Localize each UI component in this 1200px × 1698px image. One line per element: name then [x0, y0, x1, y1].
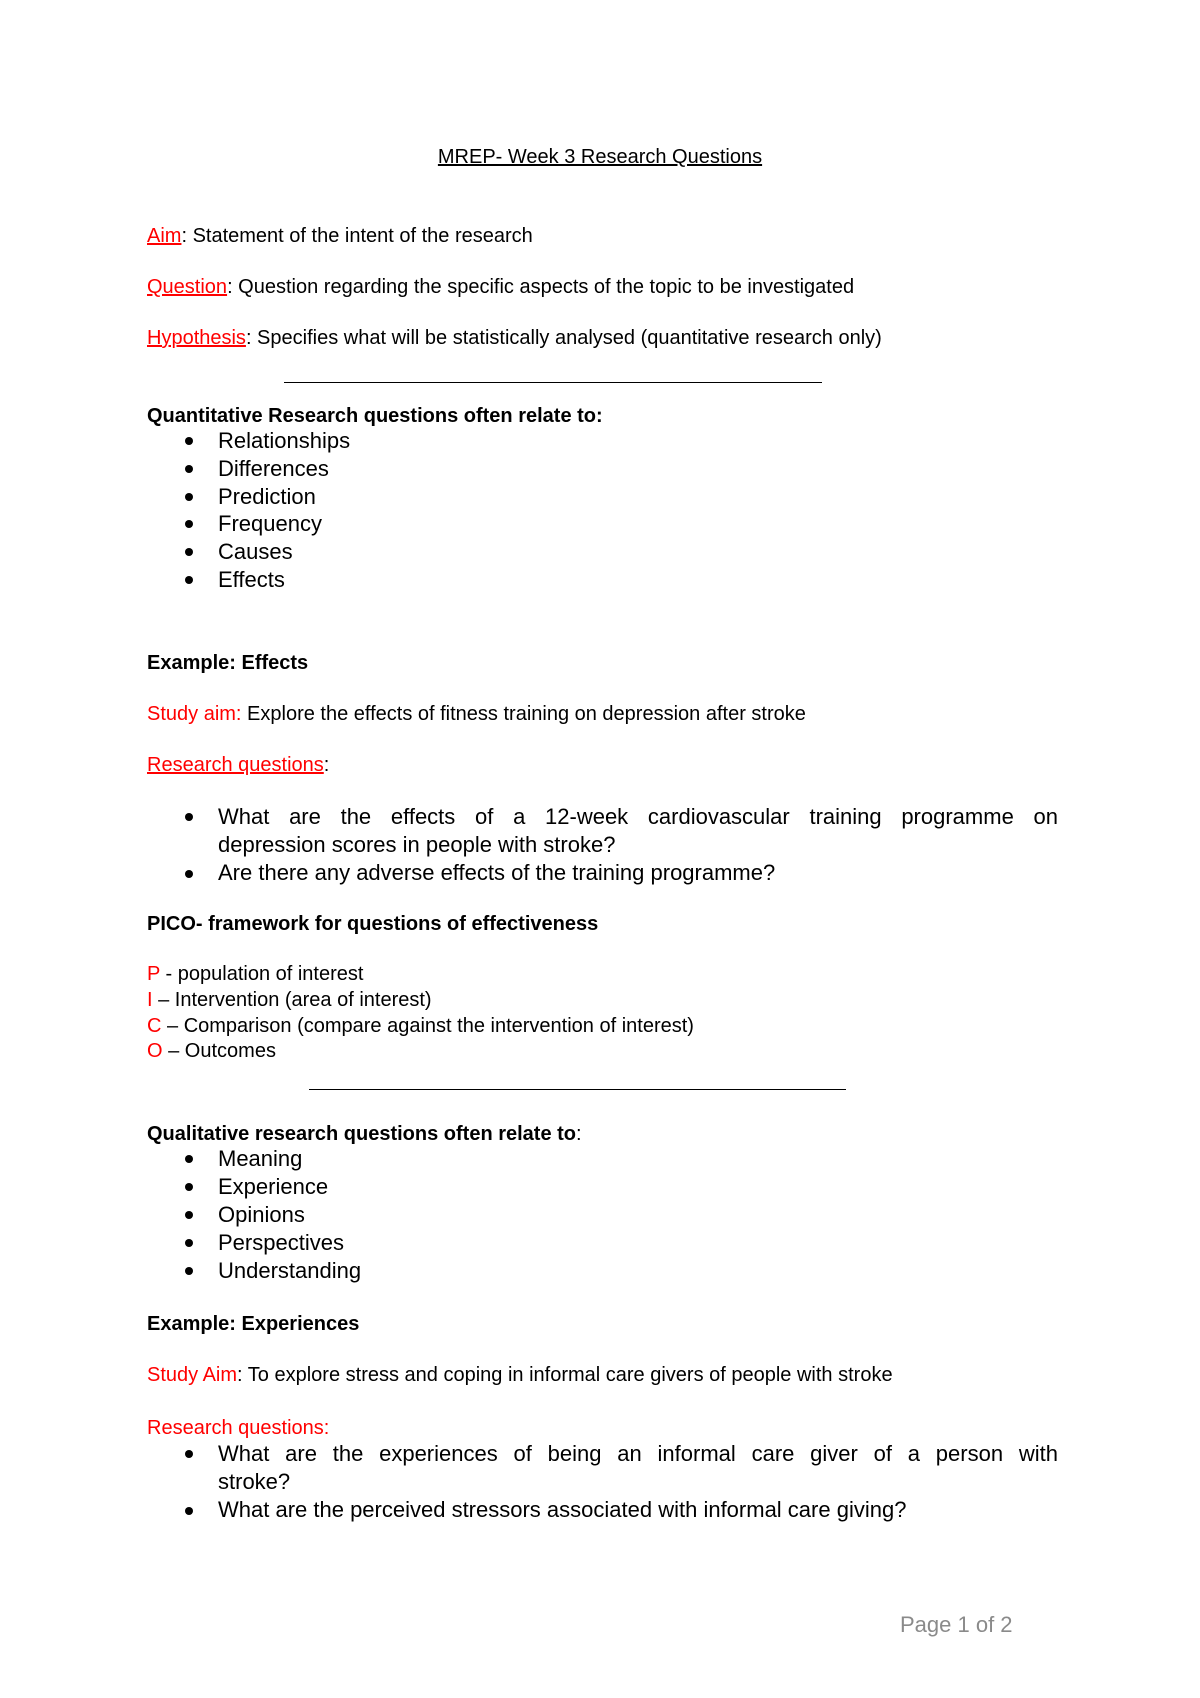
section-divider [309, 1089, 846, 1090]
example-heading: Example: Effects [147, 652, 309, 674]
pico-item: I – Intervention (area of interest) [147, 989, 432, 1011]
research-questions-label: Research questions: [147, 754, 330, 776]
list-item: Experience [218, 1174, 329, 1199]
bullet-icon [185, 813, 193, 821]
research-question-line: What are the perceived stressors associated with informal care giving? [218, 1497, 907, 1522]
bullet-icon [185, 1450, 193, 1458]
bullet-icon [185, 493, 193, 501]
quantitative-heading: Quantitative Research questions often relate to: [147, 405, 603, 427]
research-question-line: Are there any adverse effects of the training programme? [218, 860, 776, 885]
research-questions-label: Research questions: [147, 1417, 330, 1439]
list-item: Differences [218, 456, 329, 481]
research-question-line: What are the experiences of being an informal care giver of a person with [218, 1441, 1058, 1466]
bullet-icon [185, 1507, 193, 1515]
bullet-icon [185, 1267, 193, 1275]
section-divider [284, 382, 822, 383]
qualitative-heading: Qualitative research questions often relate to: [147, 1123, 582, 1145]
bullet-icon [185, 1155, 193, 1163]
study-aim-label: Study Aim [147, 1364, 238, 1386]
example-heading: Example: Experiences [147, 1313, 360, 1335]
list-item: Relationships [218, 428, 351, 453]
bullet-icon [185, 1239, 193, 1247]
list-item: Understanding [218, 1258, 362, 1283]
study-aim-text: Explore the effects of fitness training on depression after stroke [241, 703, 806, 725]
list-item: Effects [218, 567, 285, 592]
pico-item: P - population of interest [147, 963, 364, 985]
definition-text: Statement of the intent of the research [187, 225, 533, 247]
research-question-line: depression scores in people with stroke? [218, 832, 616, 857]
bullet-icon [185, 548, 193, 556]
page-title: MREP- Week 3 Research Questions [437, 146, 763, 168]
research-question-line: stroke? [218, 1469, 291, 1494]
study-aim [147, 702, 806, 726]
study-aim-label: Study aim: [147, 703, 242, 725]
bullet-icon [185, 1211, 193, 1219]
bullet-icon [185, 465, 193, 473]
definition-text: Question regarding the specific aspects of the topic to be investigated [232, 276, 855, 298]
study-aim-text: : To explore stress and coping in informal care givers of people with stroke [237, 1364, 893, 1386]
bullet-icon [185, 1183, 193, 1191]
research-question-line: What are the effects of a 12-week cardiovascular training programme on [218, 804, 1058, 829]
pico-item: C – Comparison (compare against the intervention of interest) [147, 1015, 694, 1037]
list-item: Prediction [218, 484, 316, 509]
definition-aim: Aim: Statement of the intent of the research [147, 225, 533, 247]
bullet-icon [185, 520, 193, 528]
bullet-icon [185, 576, 193, 584]
list-item: Frequency [218, 511, 322, 536]
definition-question: Question: Question regarding the specific aspects of the topic to be investigated [147, 276, 855, 298]
pico-item: O – Outcomes [147, 1040, 276, 1062]
bullet-icon [185, 870, 193, 878]
study-aim [147, 1363, 893, 1387]
page-number: Page 1 of 2 [900, 1612, 1013, 1637]
definition-text: Specifies what will be statistically analysed (quantitative research only) [251, 327, 882, 349]
list-item: Perspectives [218, 1230, 344, 1255]
pico-heading: PICO- framework for questions of effectiveness [147, 913, 599, 935]
definition-term: Question [147, 276, 228, 298]
definition-term: Hypothesis [147, 327, 246, 349]
bullet-icon [185, 437, 193, 445]
definition-hypothesis: Hypothesis: Specifies what will be statistically analysed (quantitative research only) [147, 327, 882, 349]
list-item: Meaning [218, 1146, 303, 1171]
definition-term: Aim [147, 225, 182, 247]
list-item: Causes [218, 539, 293, 564]
list-item: Opinions [218, 1202, 305, 1227]
